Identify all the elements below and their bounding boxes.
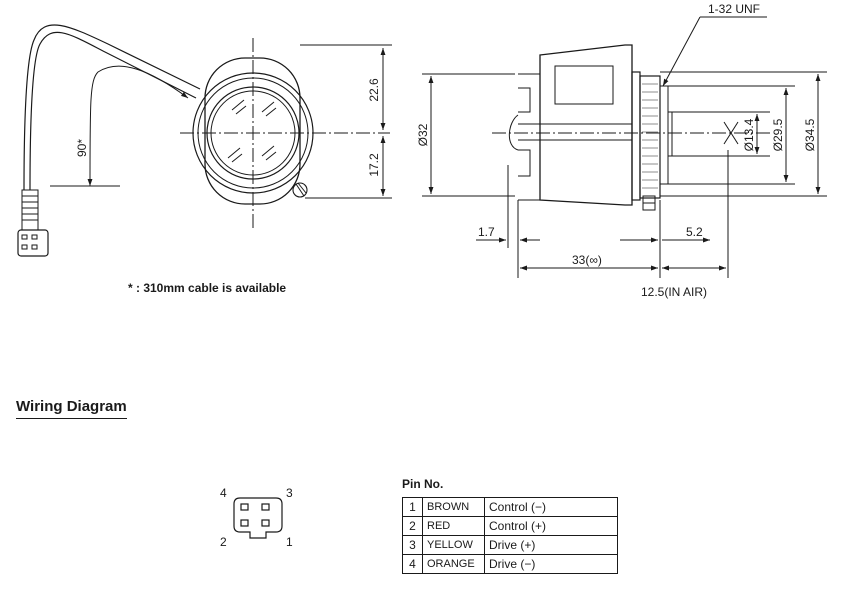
- wire-color: ORANGE: [423, 555, 485, 574]
- angle-dimension: [50, 66, 188, 186]
- connector-diagram: [234, 498, 282, 538]
- dim-22-6-label: 22.6: [367, 78, 381, 102]
- thread-label: 1-32 UNF: [708, 2, 761, 16]
- thread-leader: [663, 17, 767, 86]
- table-row: [403, 498, 618, 517]
- pin-table: [402, 497, 618, 574]
- table-row: [403, 517, 618, 536]
- angle-label: 90*: [75, 138, 89, 158]
- dim-1-7-label: 1.7: [478, 225, 495, 239]
- connector-pin-3: 3: [286, 486, 293, 500]
- dim-33-label: 33(∞): [572, 253, 602, 267]
- pin-number: 3: [403, 536, 423, 555]
- dia-29-5-label: Ø29.5: [771, 118, 785, 152]
- dia-13-4-label: Ø13.4: [742, 118, 756, 152]
- pin-function: Control (+): [485, 517, 618, 536]
- wiring-diagram-heading: Wiring Diagram: [16, 398, 127, 419]
- pin-number: 1: [403, 498, 423, 517]
- table-row: [403, 555, 618, 574]
- length-dimensions: [476, 150, 728, 278]
- connector-pin-2: 2: [220, 535, 227, 549]
- pin-number: 2: [403, 517, 423, 536]
- table-row: [403, 536, 618, 555]
- dim-12-5-label: 12.5(IN AIR): [641, 285, 708, 299]
- dia-34-5-label: Ø34.5: [803, 118, 817, 152]
- pin-function: Drive (−): [485, 555, 618, 574]
- lens-body-front: [180, 38, 390, 230]
- dim-17-2-label: 17.2: [367, 153, 381, 177]
- dia-32-dimension: [422, 74, 515, 196]
- dim-5-2-label: 5.2: [686, 225, 703, 239]
- wire-color: RED: [423, 517, 485, 536]
- pin-function: Drive (+): [485, 536, 618, 555]
- connector-pin-4: 4: [220, 486, 227, 500]
- pin-table-caption: Pin No.: [402, 477, 444, 491]
- lens-cable: [18, 25, 200, 256]
- wire-color: YELLOW: [423, 536, 485, 555]
- cable-note: * : 310mm cable is available: [128, 281, 287, 295]
- pin-function: Control (−): [485, 498, 618, 517]
- dia-32-label: Ø32: [416, 123, 430, 147]
- wire-color: BROWN: [423, 498, 485, 517]
- pin-number: 4: [403, 555, 423, 574]
- connector-pin-1: 1: [286, 535, 293, 549]
